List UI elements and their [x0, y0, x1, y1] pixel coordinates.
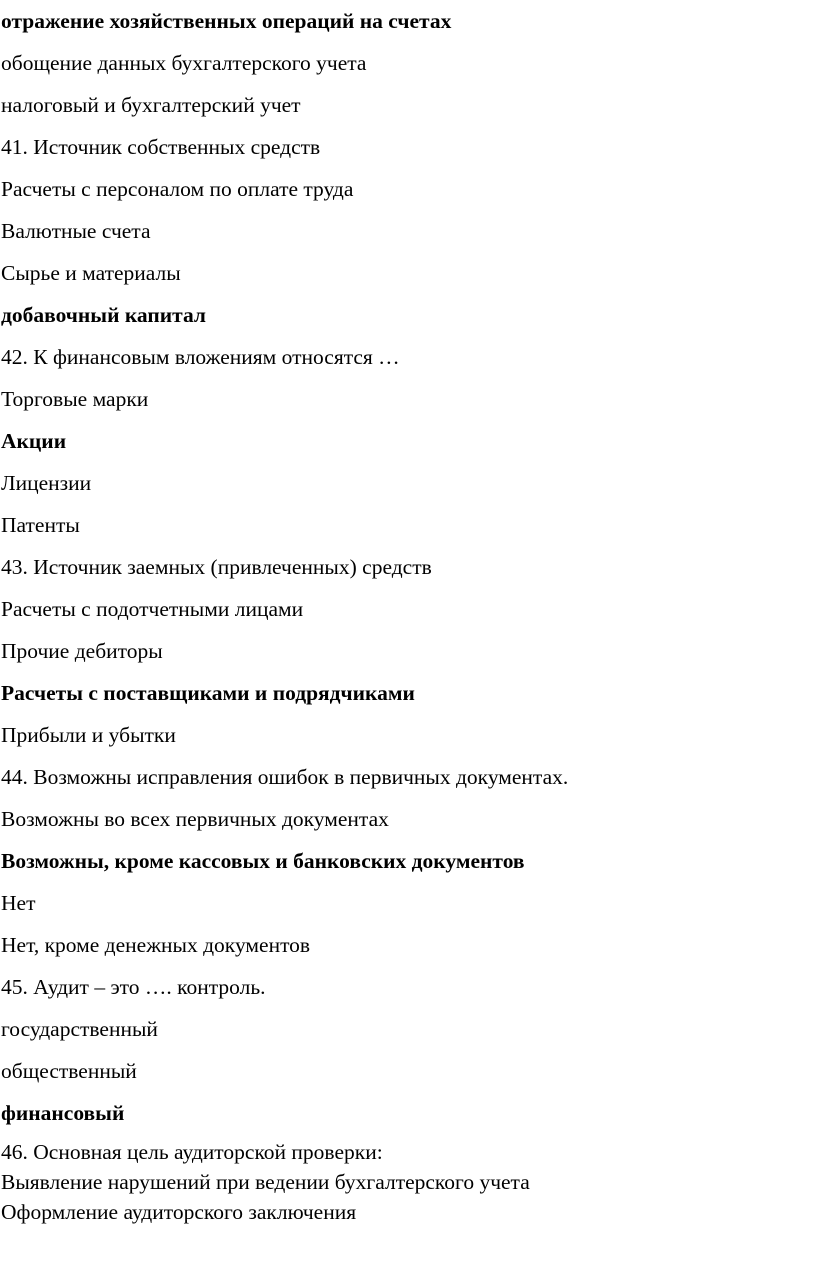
- question-42: 42. К финансовым вложениям относятся …: [1, 345, 400, 369]
- answer-line: Возможны во всех первичных документах: [1, 807, 389, 831]
- answer-line: Расчеты с подотчетными лицами: [1, 597, 304, 621]
- answer-line: государственный: [1, 1017, 158, 1041]
- answer-line: общественный: [1, 1059, 137, 1083]
- correct-answer-line: Возможны, кроме кассовых и банковских документов: [1, 849, 525, 873]
- answer-line: обощение данных бухгалтерского учета: [1, 51, 367, 75]
- correct-answer-line: добавочный капитал: [1, 303, 206, 327]
- question-41: 41. Источник собственных средств: [1, 135, 321, 159]
- question-46: 46. Основная цель аудиторской проверки:: [1, 1140, 383, 1164]
- answer-line: отражение хозяйственных операций на счетах: [1, 9, 452, 33]
- question-43: 43. Источник заемных (привлеченных) средств: [1, 555, 432, 579]
- answer-line: Торговые марки: [1, 387, 149, 411]
- answer-line: Нет, кроме денежных документов: [1, 933, 311, 957]
- answer-line: Валютные счета: [1, 219, 151, 243]
- answer-line: Сырье и материалы: [1, 261, 181, 285]
- question-44: 44. Возможны исправления ошибок в первичных документах.: [1, 765, 569, 789]
- answer-line: Расчеты с персоналом по оплате труда: [1, 177, 354, 201]
- question-45: 45. Аудит – это …. контроль.: [1, 975, 266, 999]
- answer-line: налоговый и бухгалтерский учет: [1, 93, 301, 117]
- correct-answer-line: Расчеты с поставщиками и подрядчиками: [1, 681, 415, 705]
- answer-line: Патенты: [1, 513, 80, 537]
- answer-line: Оформление аудиторского заключения: [1, 1200, 357, 1224]
- answer-line: Нет: [1, 891, 36, 915]
- correct-answer-line: финансовый: [1, 1101, 125, 1125]
- answer-line: Прочие дебиторы: [1, 639, 163, 663]
- correct-answer-line: Акции: [1, 429, 67, 453]
- answer-line: Прибыли и убытки: [1, 723, 176, 747]
- document-body: [1, 0, 811, 1227]
- answer-line: Выявление нарушений при ведении бухгалтерского учета: [1, 1170, 530, 1194]
- answer-line: Лицензии: [1, 471, 92, 495]
